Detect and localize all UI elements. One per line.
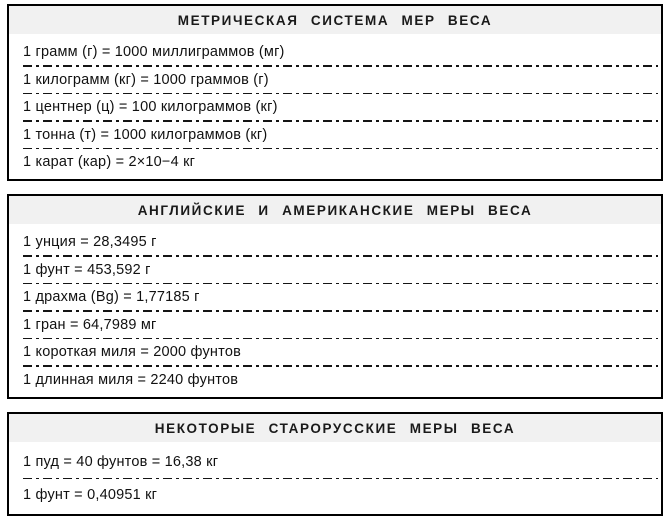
table-row: 1 карат (кар) = 2×10−4 кг <box>9 149 661 175</box>
table-row: 1 драхма (Bg) = 1,77185 г <box>9 284 661 310</box>
table-english-american-body <box>9 224 661 397</box>
table-old-russian <box>7 412 663 516</box>
table-old-russian-body <box>9 442 661 515</box>
table-row: 1 фунт = 0,40951 кг <box>9 479 661 510</box>
table-metric-title: МЕТРИЧЕСКАЯ СИСТЕМА МЕР ВЕСА <box>9 6 661 34</box>
table-english-american-title: АНГЛИЙСКИЕ И АМЕРИКАНСКИЕ МЕРЫ ВЕСА <box>9 196 661 224</box>
table-row: 1 фунт = 453,592 г <box>9 257 661 283</box>
table-old-russian-title: НЕКОТОРЫЕ СТАРОРУССКИЕ МЕРЫ ВЕСА <box>9 414 661 442</box>
table-row: 1 унция = 28,3495 г <box>9 229 661 255</box>
table-english-american <box>7 194 663 399</box>
table-row: 1 килограмм (кг) = 1000 граммов (г) <box>9 67 661 93</box>
table-row: 1 гран = 64,7989 мг <box>9 312 661 338</box>
table-row: 1 пуд = 40 фунтов = 16,38 кг <box>9 447 661 478</box>
table-metric-body <box>9 34 661 179</box>
table-row: 1 центнер (ц) = 100 килограммов (кг) <box>9 94 661 120</box>
table-metric-system <box>7 4 663 181</box>
table-row: 1 длинная миля = 2240 фунтов <box>9 367 661 393</box>
table-row: 1 короткая миля = 2000 фунтов <box>9 339 661 365</box>
table-row: 1 тонна (т) = 1000 килограммов (кг) <box>9 122 661 148</box>
table-row: 1 грамм (г) = 1000 миллиграммов (мг) <box>9 39 661 65</box>
